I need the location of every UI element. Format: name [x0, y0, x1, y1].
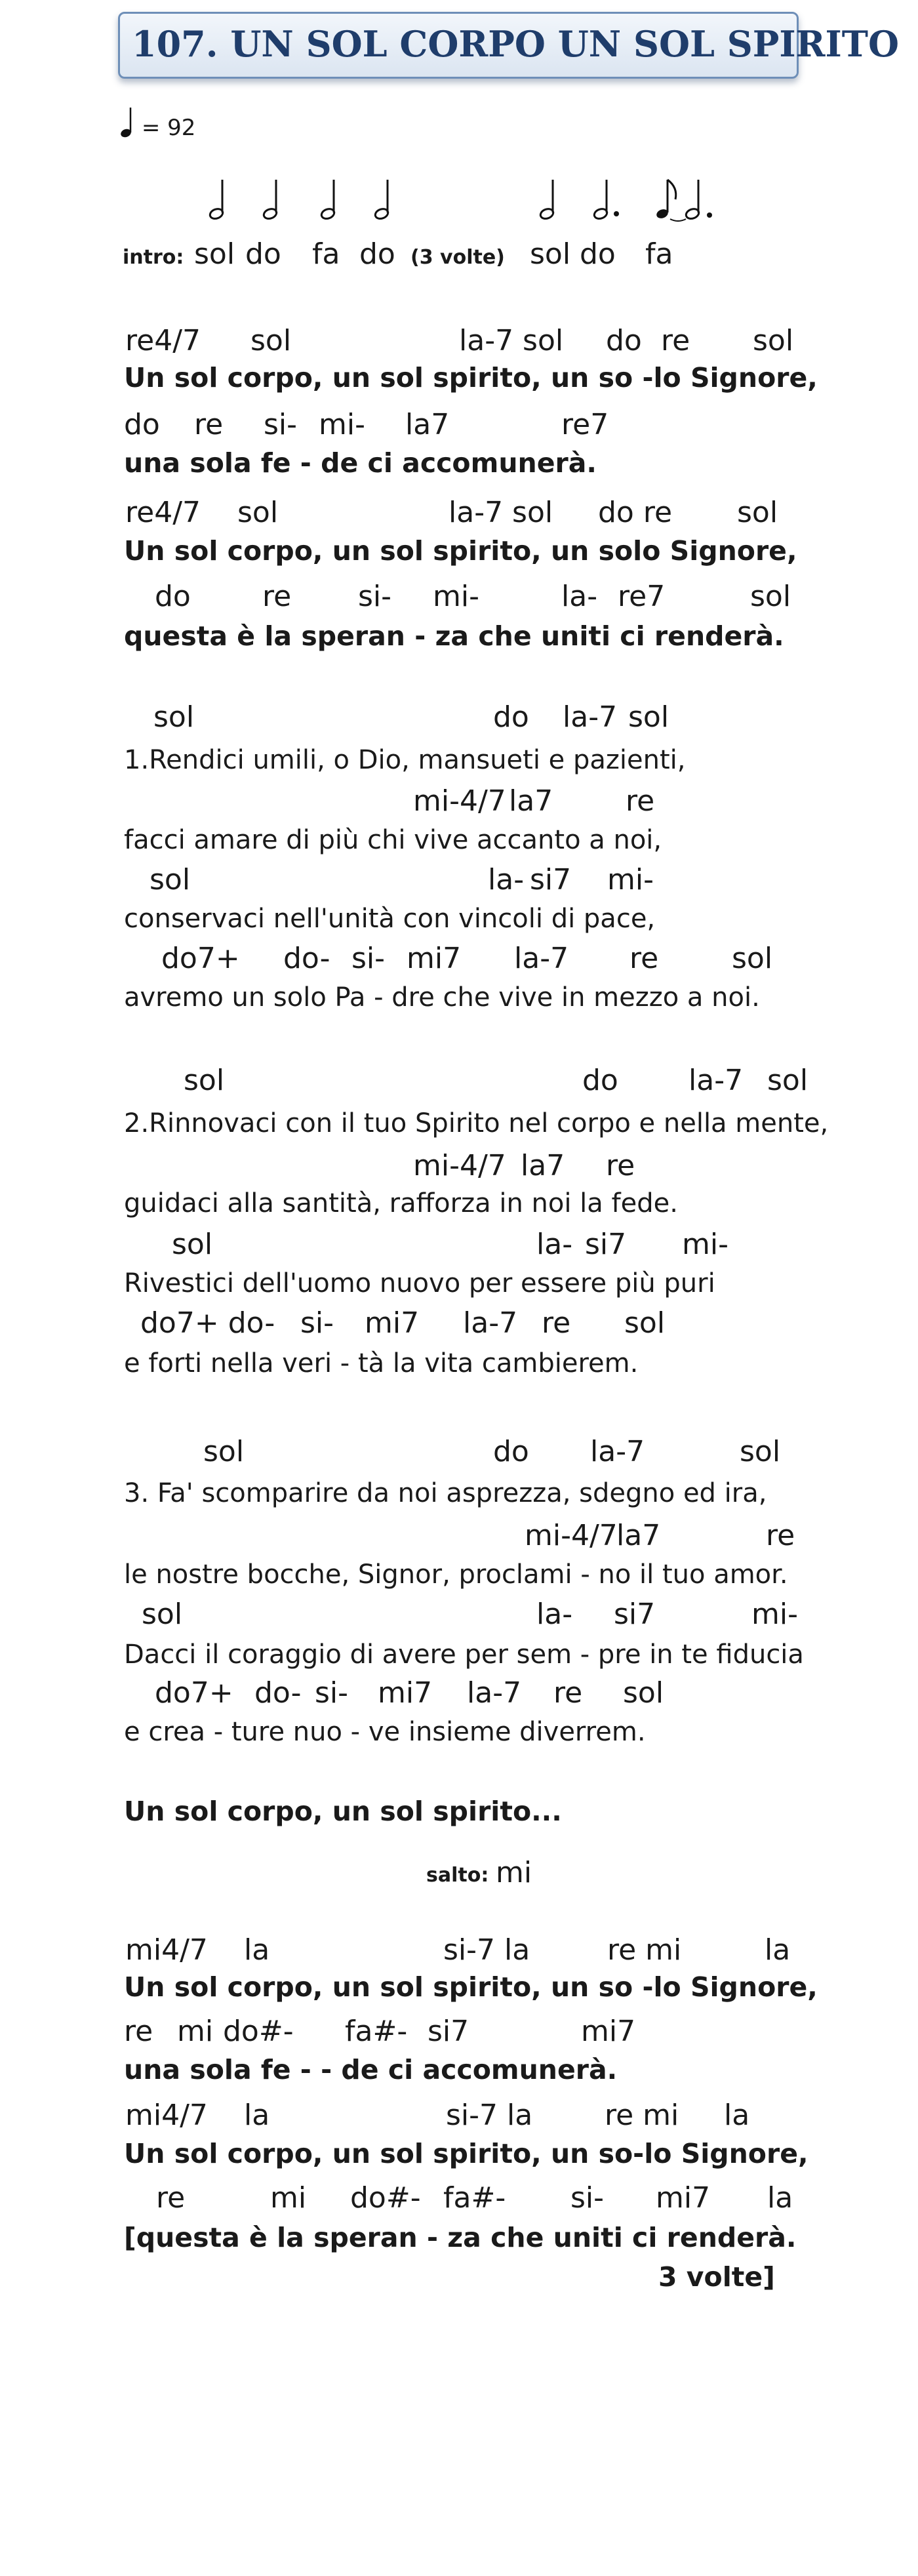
chord: sol — [623, 1676, 664, 1710]
chord: si- — [315, 1676, 349, 1710]
chord: mi- — [751, 1598, 798, 1631]
lyric-line: le nostre bocche, Signor, proclami - no il tuo amor. — [124, 1560, 788, 1590]
chord: mi7 — [581, 2015, 636, 2048]
chord: si7 — [614, 1598, 656, 1631]
chord: sol — [732, 942, 773, 975]
repeat-note: (3 volte) — [410, 246, 505, 269]
chord: do#- — [223, 2015, 294, 2048]
chord: la- — [488, 863, 525, 896]
chord: la7 — [521, 1149, 565, 1182]
chord: sol — [150, 863, 191, 896]
chord: re mi — [607, 1933, 682, 1967]
chord: la7 — [405, 408, 450, 441]
chord: do — [155, 580, 191, 613]
chord: do — [580, 237, 616, 271]
chord: la7 — [616, 1519, 661, 1552]
song-title-box — [118, 12, 899, 79]
lyric-line: questa è la speran - za che uniti ci renderà. — [124, 620, 784, 652]
chord: do — [245, 237, 281, 271]
chord: la — [767, 2181, 793, 2215]
chord: do7+ — [155, 1676, 233, 1710]
chord: la — [724, 2099, 750, 2132]
chord: re7 — [561, 408, 609, 441]
lyric-line: Rivestici dell'uomo nuovo per essere più puri — [124, 1268, 715, 1298]
chord: la — [765, 1933, 791, 1967]
dotted-half-note-icon — [593, 177, 622, 222]
chord: mi — [270, 2181, 307, 2215]
lyric-line: Dacci il coraggio di avere per sem - pre in te fiducia — [124, 1640, 804, 1670]
chord: sol — [737, 496, 778, 529]
chord: si-7 la — [446, 2099, 533, 2132]
chord: si-7 la — [443, 1933, 530, 1967]
chord: do — [493, 1435, 529, 1468]
chord: mi7 — [407, 942, 462, 975]
chord: mi — [496, 1856, 532, 1889]
chord: si- — [300, 1306, 334, 1340]
chord: sol — [628, 700, 669, 734]
chord: re — [156, 2181, 186, 2215]
chord: sol — [194, 237, 235, 271]
chord: re — [553, 1676, 583, 1710]
chord: sol — [767, 1064, 808, 1097]
chord: sol — [203, 1435, 245, 1468]
chord: la- — [561, 580, 598, 613]
lyric-line: facci amare di più chi vive accanto a noi, — [124, 825, 662, 855]
chord: do re — [598, 496, 673, 529]
chord: sol — [237, 496, 279, 529]
chord: mi-4/7 — [413, 1149, 506, 1182]
chord: sol — [624, 1306, 666, 1340]
salto-label: salto: — [426, 1864, 489, 1887]
chord: re — [194, 408, 224, 441]
chord: fa — [312, 237, 340, 271]
chord: la-7 sol — [449, 496, 553, 529]
chord: mi-4/7 — [525, 1519, 618, 1552]
chord: do — [359, 237, 395, 271]
chord: re — [606, 1149, 635, 1182]
chord: si- — [358, 580, 392, 613]
tied-eighth-dotted-half-icon — [656, 177, 728, 222]
chord: la-7 — [514, 942, 569, 975]
chord: re — [626, 784, 655, 818]
lyric-line: avremo un solo Pa - dre che vive in mezzo a noi. — [124, 982, 760, 1013]
chord: si- — [264, 408, 298, 441]
repeat-note: 3 volte] — [658, 2261, 775, 2293]
lyric-line: Un sol corpo, un sol spirito, un so-lo Signore, — [124, 2138, 808, 2169]
lyric-line: 2.Rinnovaci con il tuo Spirito nel corpo e nella mente, — [124, 1108, 829, 1138]
chord: mi- — [319, 408, 365, 441]
chord: la- — [536, 1228, 573, 1261]
half-note-icon — [262, 177, 282, 222]
chord: fa#- — [345, 2015, 408, 2048]
chord: mi- — [682, 1228, 728, 1261]
lyric-line: Un sol corpo, un sol spirito, un solo Signore, — [124, 535, 797, 567]
lyric-line: guidaci alla santità, rafforza in noi la fede. — [124, 1188, 678, 1218]
song-title: 107. UN SOL CORPO UN SOL SPIRITO — [132, 23, 899, 65]
chord: la- — [536, 1598, 573, 1631]
chord: re — [124, 2015, 153, 2048]
chord: sol — [750, 580, 791, 613]
chord: la — [244, 2099, 270, 2132]
intro-label: intro: — [123, 246, 184, 269]
tempo-value: = 92 — [141, 115, 196, 141]
chord: re — [661, 324, 690, 357]
chord: do — [124, 408, 160, 441]
half-note-icon — [209, 177, 228, 222]
chord: re — [542, 1306, 571, 1340]
chord: sol — [753, 324, 794, 357]
lyric-line: Un sol corpo, un sol spirito, un so -lo Signore, — [124, 362, 818, 393]
chord: la — [244, 1933, 270, 1967]
lyric-line: e crea - ture nuo - ve insieme diverrem. — [124, 1717, 646, 1747]
chord: fa — [645, 237, 673, 271]
lyric-line: e forti nella veri - tà la vita cambierem. — [124, 1348, 639, 1379]
lyric-line: 3. Fa' scomparire da noi asprezza, sdegno ed ira, — [124, 1478, 767, 1508]
chord: la-7 sol — [459, 324, 564, 357]
chord: sol — [740, 1435, 781, 1468]
chord: si- — [570, 2181, 605, 2215]
chord: re — [262, 580, 292, 613]
chord: la-7 — [688, 1064, 744, 1097]
chord: la-7 — [463, 1306, 518, 1340]
quarter-note-icon — [120, 106, 134, 139]
chord: si7 — [585, 1228, 627, 1261]
chord: do — [493, 700, 529, 734]
chord: re4/7 — [125, 324, 201, 357]
chord: do#- — [350, 2181, 421, 2215]
half-note-icon — [539, 177, 559, 222]
reprise-line: Un sol corpo, un sol spirito... — [124, 1796, 562, 1827]
chord: sol — [153, 700, 195, 734]
tempo-marking — [120, 106, 195, 141]
chord: mi-4/7 — [413, 784, 506, 818]
chord: sol — [142, 1598, 183, 1631]
chord: re mi — [605, 2099, 679, 2132]
lyric-line: [questa è la speran - za che uniti ci renderà. — [124, 2222, 797, 2253]
half-note-icon — [320, 177, 340, 222]
chord: mi7 — [378, 1676, 433, 1710]
lyric-line: 1.Rendici umili, o Dio, mansueti e pazienti, — [124, 745, 686, 775]
chord: re — [629, 942, 659, 975]
chord: fa#- — [443, 2181, 506, 2215]
chord: do — [582, 1064, 618, 1097]
lyric-line: Un sol corpo, un sol spirito, un so -lo Signore, — [124, 1971, 818, 2003]
lyric-line: una sola fe - de ci accomunerà. — [124, 447, 597, 479]
chord: do7+ — [161, 942, 240, 975]
chord: do- — [283, 942, 330, 975]
lyric-line: conservaci nell'unità con vincoli di pace, — [124, 904, 656, 934]
chord: si7 — [530, 863, 572, 896]
chord: si- — [351, 942, 386, 975]
chord: mi7 — [365, 1306, 420, 1340]
chord: si7 — [428, 2015, 469, 2048]
half-note-icon — [374, 177, 393, 222]
chord: mi- — [607, 863, 654, 896]
chord: re — [766, 1519, 795, 1552]
chord: mi — [177, 2015, 214, 2048]
chord: mi4/7 — [125, 2099, 208, 2132]
chord: la-7 — [590, 1435, 645, 1468]
chord: do- — [254, 1676, 302, 1710]
chord: do7+ do- — [140, 1306, 275, 1340]
chord: sol — [250, 324, 292, 357]
chord: mi7 — [656, 2181, 711, 2215]
chord: sol — [184, 1064, 225, 1097]
chord: sol — [172, 1228, 213, 1261]
chord: do — [606, 324, 642, 357]
chord: sol — [530, 237, 571, 271]
chord: la-7 — [563, 700, 618, 734]
lyric-line: una sola fe - - de ci accomunerà. — [124, 2054, 618, 2085]
chord: re4/7 — [125, 496, 201, 529]
chord: re7 — [618, 580, 666, 613]
chord: mi- — [433, 580, 479, 613]
chord: la7 — [509, 784, 553, 818]
chord: la-7 — [467, 1676, 522, 1710]
chord: mi4/7 — [125, 1933, 208, 1967]
